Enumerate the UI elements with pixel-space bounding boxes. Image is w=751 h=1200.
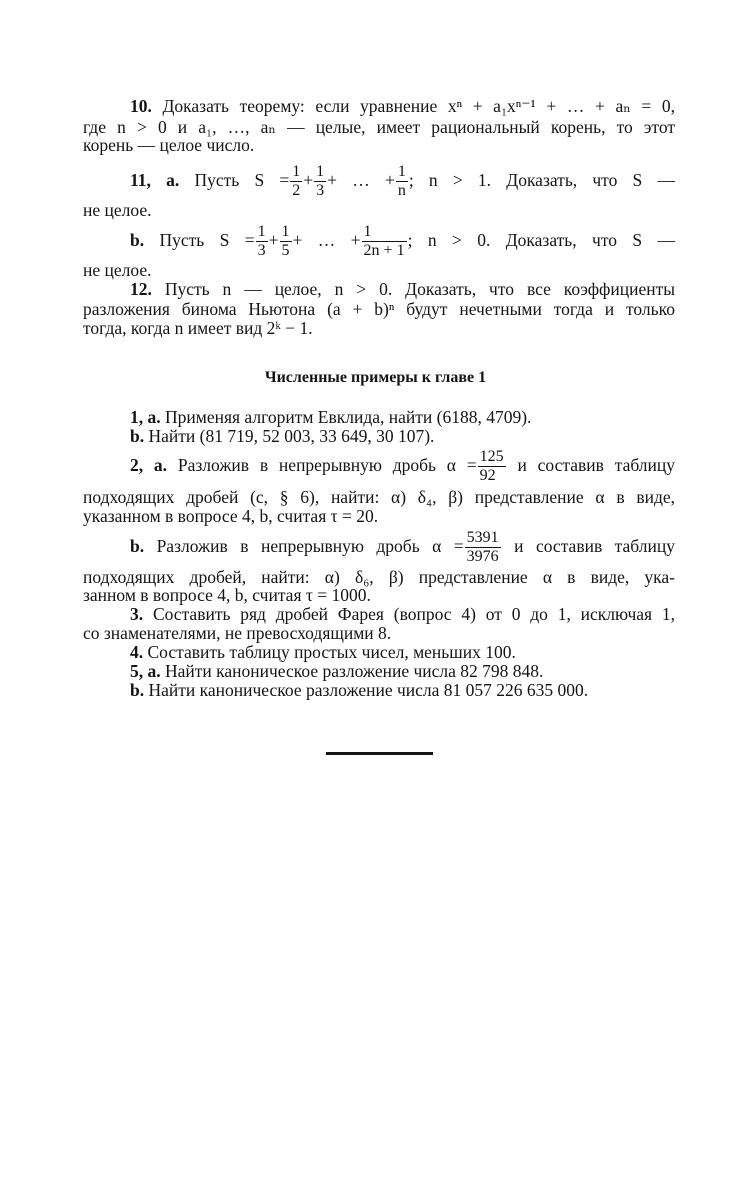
example-4-text: Составить таблицу простых чисел, меньших 100. (147, 642, 516, 662)
problem-12-label: 12. (130, 279, 152, 299)
problem-12-line-2: разложения бинома Ньютона (a + b)ⁿ будут нечетными тогда и только (83, 299, 675, 319)
example-3-label: 3. (130, 604, 144, 624)
problem-11a-label: 11, a. (130, 170, 180, 190)
problem-10-text-1: Доказать теорему: если уравнение xⁿ + a₁xⁿ⁻¹ + … + aₙ = 0, (162, 96, 675, 116)
fraction-1-5: $\frac{1}{5}$ (281, 223, 290, 260)
example-5b-label: b. (130, 680, 145, 700)
example-5a-text: Найти каноническое разложение числа 82 798 848. (165, 661, 544, 681)
example-5a-label: 5, a. (130, 661, 161, 681)
example-2b-line-2: подходящих дробей, найти: α) δ₆, β) представление α в виде, ука- (83, 567, 675, 587)
problem-12-text-1: Пусть n — целое, n > 0. Доказать, что все коэффициенты (164, 279, 676, 299)
section-heading: Численные примеры к главе 1 (264, 369, 487, 386)
problem-10-label: 10. (130, 96, 152, 116)
section-end-rule (326, 752, 433, 755)
example-2a-label: 2, a. (130, 455, 168, 475)
example-4 (130, 642, 675, 662)
plus-sign: + (268, 230, 279, 250)
problem-11b-line-2: не целое. (83, 260, 152, 280)
example-2b-label: b. (130, 536, 145, 556)
fraction-1-3: $\frac{1}{3}$ (316, 163, 325, 200)
problem-10-line-3: корень — целое число. (83, 135, 255, 155)
ellipsis-sum: + … + (292, 230, 361, 250)
ellipsis-sum: + … + (327, 170, 395, 190)
problem-10-line-1 (130, 96, 675, 116)
plus-sign: + (303, 170, 314, 190)
example-5b-text: Найти каноническое разложение числа 81 057 226 635 000. (148, 680, 589, 700)
fraction-1-n: $\frac{1}{n}$ (397, 163, 406, 200)
problem-11a-suffix: ; n > 1. Доказать, что S — (408, 170, 675, 190)
example-2a-prefix: Разложив в непрерывную дробь α = (177, 455, 477, 475)
example-2a-line-3: указанном в вопросе 4, b, считая τ = 20. (83, 506, 379, 526)
fraction-1-2n1: $\frac{1}{2n + 1}$ (363, 223, 405, 260)
problem-11a-line-2: не целое. (83, 200, 152, 220)
problem-10-line-2: где n > 0 и a₁, …, aₙ — целые, имеет рациональный корень, то этот (83, 117, 675, 137)
problem-12-line-3: тогда, когда n имеет вид 2ᵏ − 1. (83, 318, 313, 338)
example-5b (130, 680, 675, 700)
problem-11a-line-1 (130, 160, 675, 200)
example-1b-text: Найти (81 719, 52 003, 33 649, 30 107). (148, 426, 435, 446)
problem-11b-line-1 (130, 220, 675, 260)
example-1a-text: Применяя алгоритм Евклида, найти (6188, 4709). (165, 407, 532, 427)
example-3-line-2: со знаменателями, не превосходящими 8. (83, 623, 392, 643)
example-3-text-1: Составить ряд дробей Фарея (вопрос 4) от 0 до 1, исключая 1, (152, 604, 675, 624)
example-3-line-1 (130, 604, 675, 624)
fraction-1-2: $\frac{1}{2}$ (292, 163, 301, 200)
example-2b-prefix: Разложив в непрерывную дробь α = (156, 536, 464, 556)
example-2b-line-3: занном в вопросе 4, b, считая τ = 1000. (83, 585, 371, 605)
example-1b-label: b. (130, 426, 145, 446)
problem-11a-prefix: Пусть S = (194, 170, 290, 190)
example-1a-label: 1, a. (130, 407, 161, 427)
example-4-label: 4. (130, 642, 144, 662)
example-1a (130, 407, 675, 427)
problem-12-line-1 (130, 279, 675, 299)
example-2a-line-2: подходящих дробей (c, § 6), найти: α) δ₄, β) представление α в виде, (83, 487, 675, 507)
example-2b-suffix: и составив таблицу (514, 536, 675, 556)
problem-11b-suffix: ; n > 0. Доказать, что S — (407, 230, 675, 250)
fraction-1-3: $\frac{1}{3}$ (257, 223, 266, 260)
example-2a-suffix: и составив таблицу (517, 455, 676, 475)
fraction-5391-3976: $\frac{5391}{3976}$ (466, 529, 499, 566)
example-2a-line-1 (130, 445, 675, 485)
problem-11b-prefix: Пусть S = (159, 230, 255, 250)
problem-11b-label: b. (130, 230, 145, 250)
example-1b (130, 426, 675, 446)
example-2b-line-1 (130, 526, 675, 566)
example-5a (130, 661, 675, 681)
fraction-125-92: $\frac{125}{92}$ (479, 448, 504, 485)
